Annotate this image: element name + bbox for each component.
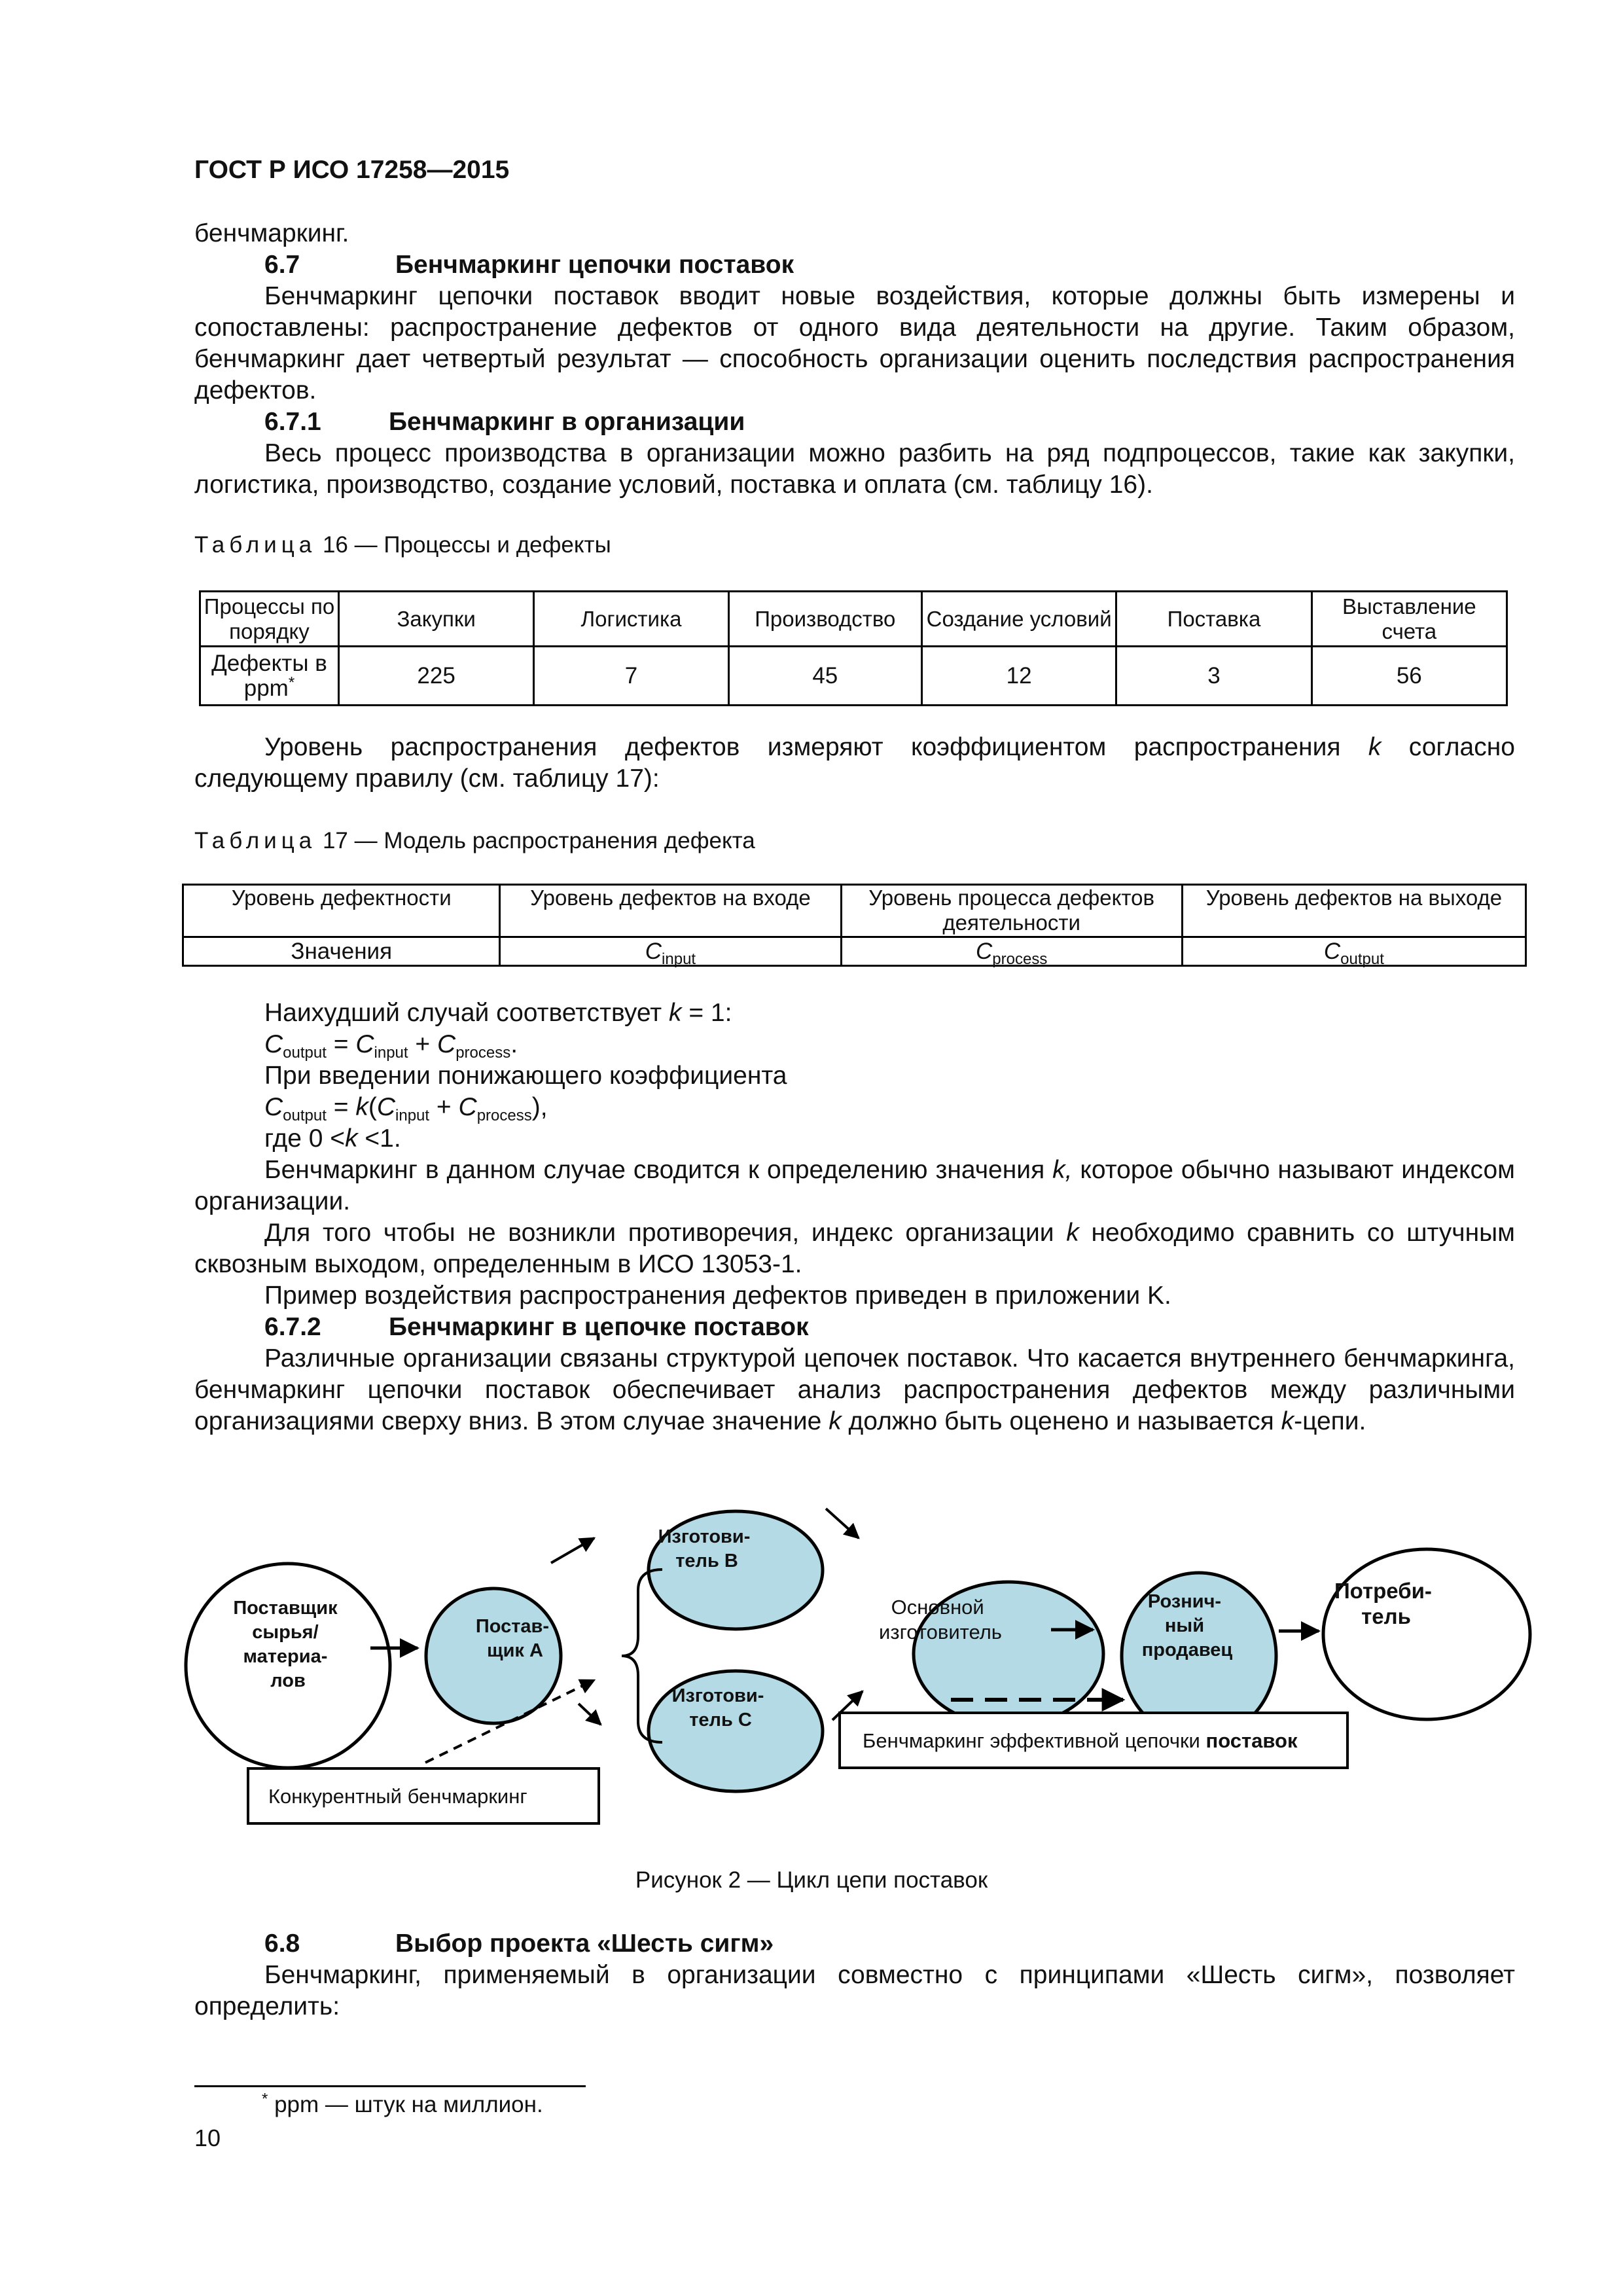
section-title: Бенчмаркинг цепочки поставок (395, 251, 794, 279)
section-title: Выбор проекта «Шесть сигм» (395, 1929, 774, 1958)
table-cell: 7 (534, 647, 728, 706)
subscript: output (283, 1107, 327, 1124)
table-cell: 225 (338, 647, 533, 706)
text-run: необходимо сравнить со штучным сквозным выходом, определенным в ИСО 13053-1. (194, 1219, 1515, 1278)
arrow-a-to-c (579, 1704, 601, 1725)
subscript: process (992, 950, 1048, 968)
node-consumer (1323, 1549, 1530, 1719)
footnote (262, 2092, 543, 2118)
text-run: Различные организации связаны структурой цепочек поставок. Что касается внутреннего бенчмаркинга, бенчмаркинг цепочки поставок обеспечивает анализ распространения дефектов между различными организациями сверху вниз. В этом случае значение (194, 1344, 1515, 1435)
table-cell: 45 (728, 647, 921, 706)
box-chain-label: Бенчмаркинг эффективной цепочки поставок (863, 1729, 1298, 1752)
table-cell: Логистика (534, 592, 728, 647)
node-supplier-a-label: Постав- щик А (475, 1616, 550, 1661)
symbol-c: C (458, 1093, 477, 1121)
operator: . (510, 1030, 518, 1058)
subscript: input (395, 1107, 430, 1124)
arrow-b-to-main (826, 1509, 859, 1538)
table-cell: Выставление счета (1311, 592, 1507, 647)
symbol-c: C (645, 938, 662, 964)
table-cell: Значения (183, 937, 500, 966)
variable-k: k (1368, 733, 1382, 761)
text-run: = 1: (681, 999, 732, 1027)
section-title: Бенчмаркинг в цепочке поставок (389, 1313, 809, 1341)
table-cell: Производство (728, 592, 921, 647)
operator: ), (531, 1093, 548, 1121)
table-header-cell: Уровень дефектов на выходе (1182, 885, 1525, 937)
caption-rest: 17 — Модель распространения дефекта (316, 828, 755, 853)
variable-k: k (345, 1124, 358, 1153)
text-run: Бенчмаркинг в данном случае сводится к определению значения (264, 1156, 1053, 1184)
subscript: input (662, 950, 696, 968)
symbol-c: C (1323, 938, 1341, 964)
variable-k: k, (1052, 1156, 1073, 1184)
example-line: Пример воздействия распространения дефектов приведен в приложении K. (264, 1282, 1171, 1310)
caption-word: Таблица (194, 532, 317, 558)
caption-rest: 16 — Процессы и дефекты (316, 532, 611, 558)
table-header-cell: Уровень дефектности (183, 885, 500, 937)
operator: + (408, 1030, 438, 1058)
table-cell: 56 (1311, 647, 1507, 706)
subscript: output (283, 1044, 327, 1062)
node-maker-b-label: Изготови- тель В (658, 1526, 751, 1571)
section-6-8-paragraph: Бенчмаркинг, применяемый в организации совместно с принципами «Шесть сигм», позволяет определить: (194, 1961, 1515, 2020)
text-run: <1. (357, 1124, 401, 1153)
text-run: Для того чтобы не возникли противоречия, индекс организации (264, 1219, 1067, 1247)
section-6-7-1-paragraph: Весь процесс производства в организации можно разбить на ряд подпроцессов, такие как закупки, логистика, производство, создание условий, поставка и оплата (см. таблицу 16). (194, 439, 1515, 499)
table-cell: Процессы по порядку (200, 592, 339, 647)
node-maker-c-label: Изготови- тель С (671, 1685, 764, 1731)
text-run: Уровень распространения дефектов измеряют коэффициентом распространения (264, 733, 1368, 761)
symbol-c: C (264, 1030, 283, 1058)
arrow-a-to-b (551, 1538, 594, 1563)
table-header-cell: Уровень дефектов на входе (500, 885, 841, 937)
variable-k: k (355, 1093, 368, 1121)
text-run: где 0 < (264, 1124, 346, 1153)
figure-caption: Рисунок 2 — Цикл цепи поставок (635, 1867, 988, 1893)
caption-word: Таблица (194, 828, 317, 853)
operator: ( (368, 1093, 377, 1121)
node-main-maker-label: Основной изготовитель (879, 1596, 1002, 1643)
operator: + (429, 1093, 459, 1121)
text-run: которое обычно называют индексом организации. (194, 1156, 1515, 1215)
node-retailer-label: Рознич- ный продавец (1141, 1591, 1233, 1660)
page-number: 10 (194, 2125, 221, 2151)
text-run: должно быть оценено и называется (841, 1407, 1281, 1435)
section-number: 6.8 (264, 1929, 300, 1958)
node-consumer-label: Потреби- тель (1334, 1579, 1432, 1628)
symbol-c: C (355, 1030, 374, 1058)
text-run: -цепи. (1294, 1407, 1366, 1435)
section-6-8-block (194, 1928, 1515, 2022)
symbol-c: C (376, 1093, 396, 1121)
document-header: ГОСТ Р ИСО 17258—2015 (194, 156, 510, 184)
section-title: Бенчмаркинг в организации (389, 408, 745, 436)
footnote-separator (194, 2085, 586, 2087)
node-raw-supplier-label: Поставщик сырья/ материа- лов (233, 1598, 338, 1691)
subscript: output (1340, 950, 1384, 968)
table-cell: Закупки (338, 592, 533, 647)
operator: = (326, 1030, 356, 1058)
variable-k: k (1281, 1407, 1294, 1435)
footnote-text: ppm — штук на миллион. (268, 2092, 543, 2117)
box-competitive-label: Конкурентный бенчмаркинг (268, 1785, 527, 1808)
table-cell: Создание условий (921, 592, 1116, 647)
subscript: process (455, 1044, 511, 1062)
table-cell: Поставка (1116, 592, 1311, 647)
row-label: Дефекты в ppm (211, 650, 327, 701)
section-6-8-heading (194, 1928, 1515, 1960)
table-cell: 3 (1116, 647, 1311, 706)
carry-over-text: бенчмаркинг. (194, 219, 349, 247)
section-number: 6.7.1 (264, 408, 321, 436)
subscript: process (476, 1107, 532, 1124)
reducing-line: При введении понижающего коэффициента (264, 1062, 787, 1090)
section-number: 6.7 (264, 251, 300, 279)
footnote-mark: * (288, 673, 295, 691)
section-6-7-paragraph: Бенчмаркинг цепочки поставок вводит новые воздействия, которые должны быть измерены и сопоставлены: распространение дефектов от одного вида деятельности на другие. Таким образом, бенчмаркинг дает четвертый результат — способность организации оценить последствия распространения дефектов. (194, 282, 1515, 404)
section-number: 6.7.2 (264, 1313, 321, 1341)
variable-k: k (668, 999, 682, 1027)
symbol-c: C (976, 938, 993, 964)
text-run: согласно следующему правилу (см. таблицу 17): (194, 733, 1515, 793)
table-cell: 12 (921, 647, 1116, 706)
symbol-c: C (437, 1030, 456, 1058)
symbol-c: C (264, 1093, 283, 1121)
table-header-cell: Уровень процесса дефектов деятельности (841, 885, 1182, 937)
variable-k: k (1066, 1219, 1079, 1247)
variable-k: k (829, 1407, 842, 1435)
footnote-mark: * (262, 2090, 268, 2108)
text-run: Наихудший случай соответствует (264, 999, 669, 1027)
operator: = (326, 1093, 356, 1121)
subscript: input (374, 1044, 408, 1062)
